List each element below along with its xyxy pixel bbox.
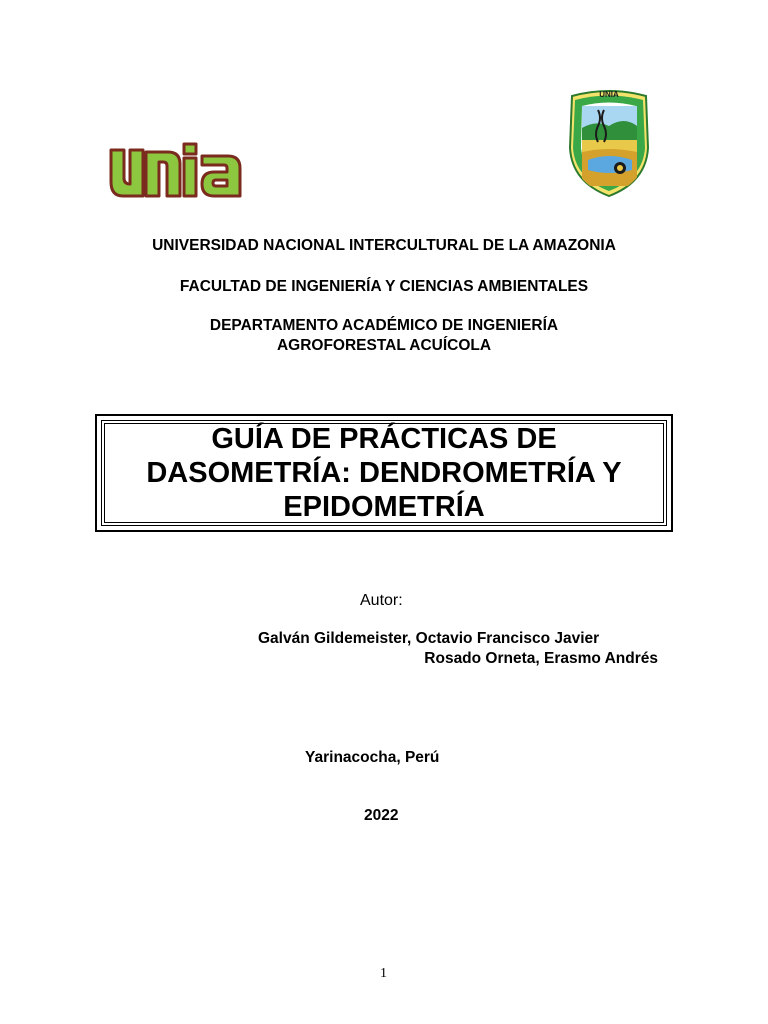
university-name: UNIVERSIDAD NACIONAL INTERCULTURAL DE LA AMAZONIA [152, 237, 616, 254]
unia-wordmark-logo [108, 140, 244, 200]
document-title [105, 422, 663, 524]
year: 2022 [364, 807, 399, 824]
title-frame [95, 414, 673, 532]
author-2: Rosado Orneta, Erasmo Andrés [424, 650, 658, 667]
author-label: Autor: [360, 592, 403, 609]
place: Yarinacocha, Perú [305, 749, 440, 766]
author-1: Galván Gildemeister, Octavio Francisco Javier [258, 630, 600, 647]
department-name-line2: AGROFORESTAL ACUÍCOLA [276, 337, 492, 354]
title-line2: DASOMETRÍA: DENDROMETRÍA Y [146, 457, 622, 489]
title-line3: EPIDOMETRÍA [283, 491, 485, 523]
university-crest-icon [566, 86, 652, 198]
faculty-name: FACULTAD DE INGENIERÍA Y CIENCIAS AMBIENTALES [179, 278, 589, 295]
title-line1: GUÍA DE PRÁCTICAS DE [211, 423, 557, 455]
svg-text:UNIA: UNIA [599, 90, 619, 99]
department-name-line1: DEPARTAMENTO ACADÉMICO DE INGENIERÍA [209, 317, 559, 334]
page-number: 1 [380, 966, 387, 981]
